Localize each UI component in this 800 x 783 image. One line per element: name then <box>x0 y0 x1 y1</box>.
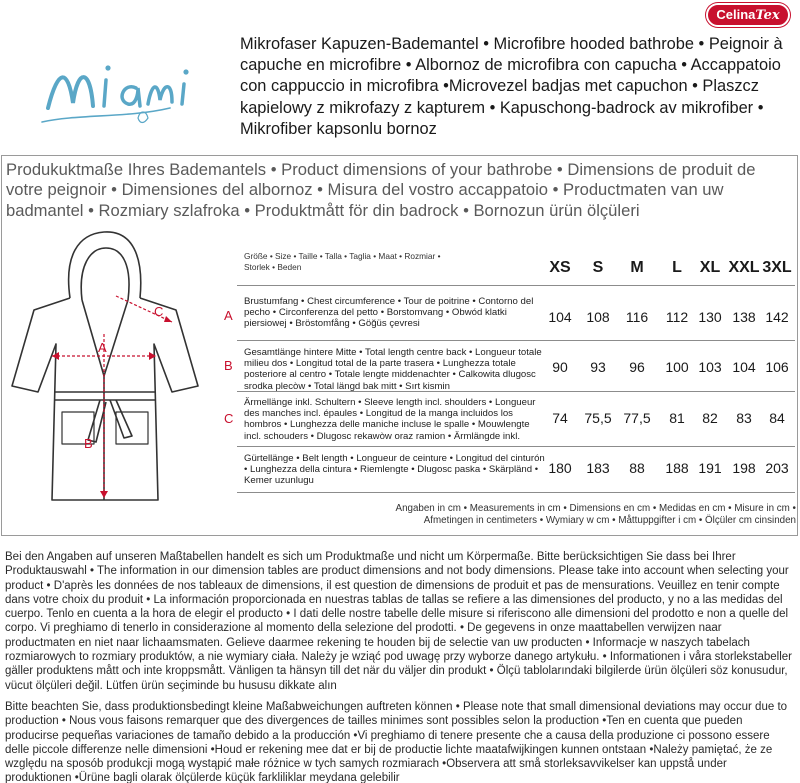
dimensions-panel <box>1 155 798 536</box>
table-cell: 104 <box>732 359 756 375</box>
celinatex-logo <box>706 3 790 27</box>
miami-logo-swirl-icon <box>38 38 228 138</box>
row-letter-c: C <box>224 411 234 426</box>
size-column-label: Größe • Size • Taille • Talla • Taglia • Maat • Rozmiar • Storlek • Beden <box>244 251 441 272</box>
table-cell: 112 <box>665 309 689 325</box>
table-cell: 96 <box>629 359 645 375</box>
miami-logo <box>38 38 228 138</box>
table-cell: 130 <box>698 309 722 325</box>
size-header-m: M <box>630 259 644 276</box>
row-letter-b: B <box>224 358 233 373</box>
row-label-sleeve: Ärmellänge inkl. Schultern • Sleeve length incl. shoulders • Longueur des manches incl. épaules • Longitud de la manga incluidos los hombros • Lunghezza delle maniche incluse le spalle • Mouwlengte incl. schouders • Dlugosc rekawòw oraz ramion • Ärmlängde inkl. <box>244 397 536 442</box>
dimensions-heading: Produkuktmaße Ihres Bademantels • Product dimensions of your bathrobe • Dimensions de produit de votre peignoir • Dimensiones del albornoz • Misura del vostro accappatoio • Productmaten van uw badmantel • Rozmiary szlafroka • Produktmått för din badrock • Bornozun ürün ölçüleri <box>6 160 756 220</box>
brand-name-part2: Tex <box>755 8 780 23</box>
diagram-letter-a: A <box>98 340 107 355</box>
table-cell: 103 <box>698 359 722 375</box>
table-cell: 77,5 <box>623 410 651 426</box>
row-label-length: Gesamtlänge hintere Mitte • Total length centre back • Longueur totale milieu dos • Longitud total de la parte trasera • Lunghezza totale posteriore al centro • Totale lengte middenachter • Calkowita dlugosc srodka plecòw • Total längd bak mitt • Sırt kismin <box>244 347 542 392</box>
table-cell: 82 <box>702 410 718 426</box>
table-cell: 83 <box>736 410 752 426</box>
row-divider <box>237 446 795 447</box>
brand-name-part1: Celina <box>716 7 756 22</box>
row-label-chest: Brustumfang • Chest circumference • Tour de poitrine • Contorno del pecho • Circonferenza del petto • Borstomvang • Obwód klatki piersiowej • Bröstomfång • Göğüs çevresi <box>244 296 534 330</box>
table-cell: 88 <box>629 460 645 476</box>
bathrobe-diagram-icon <box>4 226 236 526</box>
product-dimensions-note: Bei den Angaben auf unseren Maßtabellen handelt es sich um Produktmaße und nicht um Körpermaße. Bitte berücksichtigen Sie dass bei Ihrer Produktauswahl • The information in our dimension tables are product dimensions and not body dimensions. Please take into account when selecting your product • D'après les données de nos tableaux de dimensions, il est question de dimensions de produit et pas de mensurations. Veuillez en tenir compte dans votre choix du produit • La información proporcionada en nuestras tablas de tallas se refiere a las dimensiones del producto, y no a las medidas del cuerpo. Tenlo en cuenta a la hora de elegir el producto • I dati delle nostre tabelle delle misure si riferiscono alle dimensioni del prodotto e non a quelle del corpo. Vi preghiamo di tenerlo in considerazione al momento della selezione del prodotti. • De gegevens in onze maattabellen verwijzen naar productmaten en niet naar lichaamsmaten. Gelieve daarmee rekening te houden bij de selectie van uw producten • Informacje w naszych tabelach rozmiarowych to rozmiary produktów, a nie wymiary ciała. Należy je wziąć pod uwagę przy wyborze danego artykułu. • Informationen i våra storlekstabeller gäller produktens mått och inte kroppsmått. Vänligen ta hänsyn till det när du väljer din produkt • Ölçü tablolarındaki bilgilerde ürün ölçüleri söz konusudur, vücut ölçüleri değil. Lütfen ürün seçiminde bu hususu dikkate alın <box>5 551 793 692</box>
size-header-s: S <box>592 259 604 276</box>
diagram-letter-b: B <box>84 436 93 451</box>
table-cell: 81 <box>669 410 685 426</box>
row-divider <box>237 285 795 286</box>
size-header-xxl: XXL <box>728 259 760 276</box>
row-label-belt: Gürtellänge • Belt length • Longueur de ceinture • Longitud del cinturón • Lunghezza della cintura • Riemlengte • Dlugosc paska • Skärpländ • Kemer uzunlugu <box>244 453 545 487</box>
table-cell: 75,5 <box>584 410 612 426</box>
table-cell: 108 <box>586 309 610 325</box>
table-cell: 106 <box>765 359 789 375</box>
product-title: Mikrofaser Kapuzen-Bademantel • Microfibre hooded bathrobe • Peignoir à capuche en microfibre • Albornoz de microfibra con capucha • Accappatoio con cappuccio in microfibra •Microvezel badjas met capuchon • Plaszcz kapielowy z mikrofazy z kapturem • Kapuschong-badrock av mikrofiber • Mikrofiber kapsonlu bornoz <box>240 35 783 138</box>
table-cell: 183 <box>586 460 610 476</box>
table-cell: 180 <box>548 460 572 476</box>
diagram-letter-c: C <box>154 304 164 319</box>
production-deviation-note: Bitte beachten Sie, dass produktionsbedingt kleine Maßabweichungen auftreten können • Please note that small dimensional deviations may occur due to production • Nous vous faisons remarquer que des divergences de tailles minimes sont possibles selon la production •Ten en cuenta que pueden producirse pequeñas variaciones de tamaño debido a la producción •Vi preghiamo di tenere presente che a causa della produzione ci possono essere delle piccole differenze nelle dimensioni •Houd er rekening mee dat er bij de productie lichte maatafwijkingen kunnen ontstaan •Należy pamiętać, że ze względu na sposób produkcji mogą wystąpić małe różnice w tych samych rozmiarach •Observera att små storleksavvikelser kan uppstå under produktionen •Ürüne bagli olarak ölçülerde küçük farkliliklar meydana gelebilir <box>5 701 788 783</box>
row-divider <box>237 492 795 493</box>
table-cell: 198 <box>732 460 756 476</box>
table-cell: 142 <box>765 309 789 325</box>
size-header-3xl: 3XL <box>762 259 792 276</box>
size-header-xl: XL <box>699 259 721 276</box>
size-header-l: L <box>672 259 682 276</box>
table-cell: 138 <box>732 309 756 325</box>
table-cell: 90 <box>552 359 568 375</box>
table-cell: 100 <box>665 359 689 375</box>
table-cell: 191 <box>698 460 722 476</box>
table-cell: 116 <box>625 309 649 325</box>
table-cell: 93 <box>590 359 606 375</box>
table-cell: 84 <box>769 410 785 426</box>
size-header-xs: XS <box>549 259 571 276</box>
row-divider <box>237 340 795 341</box>
table-cell: 74 <box>552 410 568 426</box>
row-letter-a: A <box>224 308 233 323</box>
table-cell: 203 <box>765 460 789 476</box>
table-cell: 188 <box>665 460 689 476</box>
table-cell: 104 <box>548 309 572 325</box>
units-note: Angaben in cm • Measurements in cm • Dimensions en cm • Medidas en cm • Misure in cm • Afmetingen in centimeters • Wymiary w cm • Måttuppgifter i cm • Ölçüler cm cinsinden <box>395 503 796 526</box>
header <box>0 0 800 152</box>
